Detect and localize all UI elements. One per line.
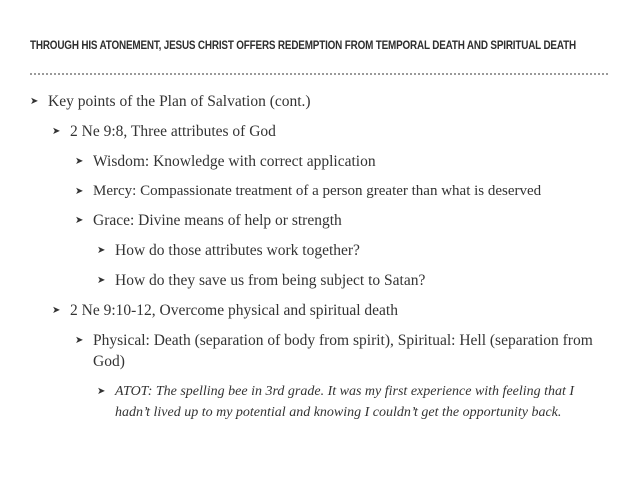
bullet-item-level-4	[97, 240, 612, 261]
arrow-bullet-icon: ➤	[97, 275, 106, 286]
bullet-item-level-4	[97, 381, 612, 423]
bullet-item-level-3	[75, 330, 610, 372]
slide-title: THROUGH HIS ATONEMENT, JESUS CHRIST OFFERS REDEMPTION FROM TEMPORAL DEATH AND SPIRITUAL DEATH	[30, 40, 576, 52]
arrow-bullet-icon: ➤	[97, 386, 106, 397]
arrow-bullet-icon: ➤	[75, 186, 84, 197]
bullet-text: 2 Ne 9:8, Three attributes of God	[70, 123, 276, 140]
bullet-item-level-3	[75, 151, 615, 172]
bullet-item-level-2	[52, 121, 612, 142]
bullet-text: How do those attributes work together?	[115, 242, 360, 259]
bullet-text: How do they save us from being subject to Satan?	[115, 272, 426, 289]
bullet-item-level-1	[30, 91, 610, 112]
bullet-item-level-2	[52, 300, 612, 321]
bullet-text: 2 Ne 9:10-12, Overcome physical and spiritual death	[70, 302, 398, 319]
bullet-text: ATOT: The spelling bee in 3rd grade. It was my first experience with feeling that I hadn’t lived up to my potential and knowing I couldn’t get the opportunity back.	[115, 384, 575, 420]
arrow-bullet-icon: ➤	[30, 96, 39, 107]
arrow-bullet-icon: ➤	[75, 156, 84, 167]
arrow-bullet-icon: ➤	[75, 335, 84, 346]
arrow-bullet-icon: ➤	[97, 245, 106, 256]
bullet-text: Key points of the Plan of Salvation (cont.)	[48, 93, 311, 110]
bullet-item-level-4	[97, 270, 612, 291]
bullet-text: Wisdom: Knowledge with correct application	[93, 153, 376, 170]
bullet-text: Mercy: Compassionate treatment of a person greater than what is deserved	[93, 183, 542, 199]
bullet-item-level-3	[75, 181, 620, 202]
arrow-bullet-icon: ➤	[52, 126, 61, 137]
arrow-bullet-icon: ➤	[75, 215, 84, 226]
bullet-text: Grace: Divine means of help or strength	[93, 212, 342, 229]
bullet-text: Physical: Death (separation of body from spirit), Spiritual: Hell (separation from God)	[93, 332, 593, 370]
bullet-item-level-3	[75, 210, 615, 231]
arrow-bullet-icon: ➤	[52, 305, 61, 316]
